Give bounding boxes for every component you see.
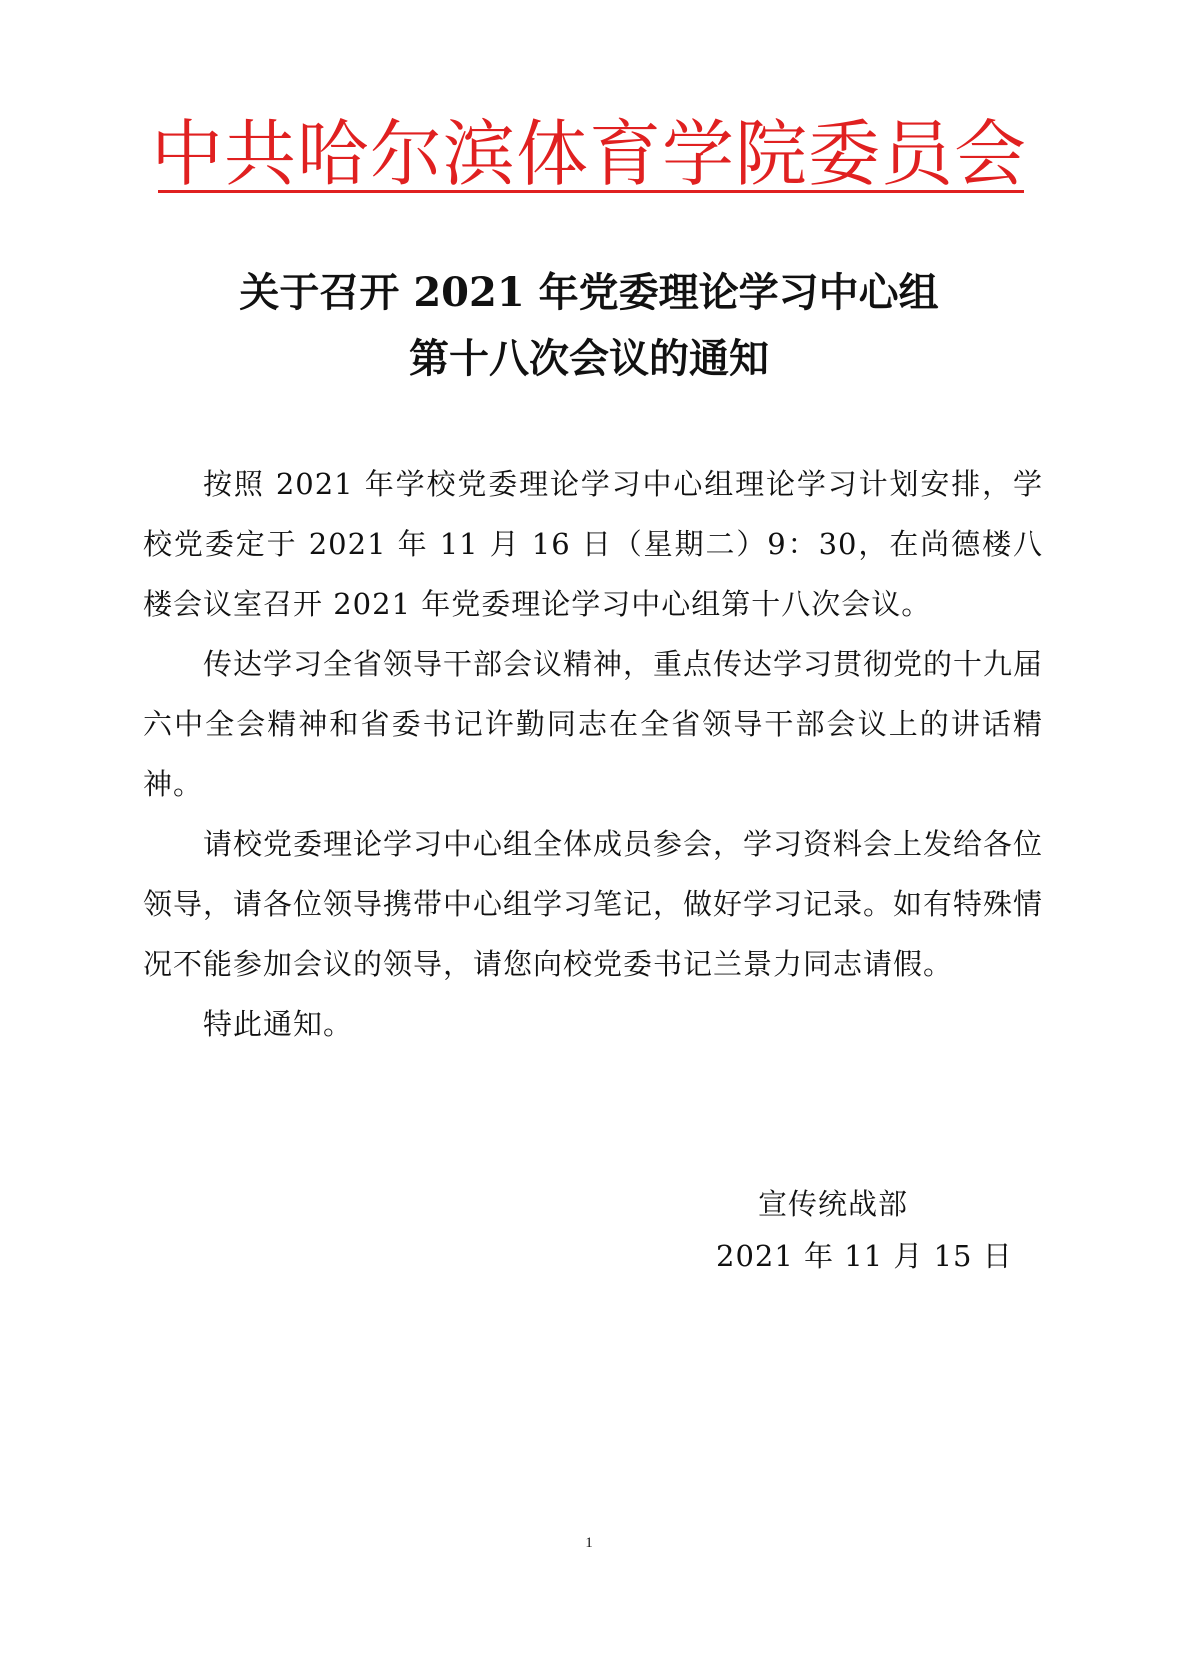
document-title: [0, 260, 1178, 392]
masthead-red-rule: [158, 190, 1024, 193]
document-body: [143, 454, 1043, 1054]
body-paragraph-closing: 特此通知。: [203, 1007, 354, 1041]
document-title-line-2: 第十八次会议的通知: [409, 335, 769, 382]
body-paragraph-attendance-requirements: 请校党委理论学习中心组全体成员参会，学习资料会上发给各位领导，请各位领导携带中心组学习笔记，做好学习记录。如有特殊情况不能参加会议的领导，请您向校党委书记兰景力同志请假。: [143, 827, 1044, 981]
body-paragraph-meeting-arrangement: 按照 2021 年学校党委理论学习中心组理论学习计划安排，学校党委定于 2021 年 11 月 16 日（星期二）9：30，在尚德楼八楼会议室召开 2021 年党委理论学习中心组第十八次会议。: [143, 467, 1043, 621]
document-title-line-1: 关于召开 2021 年党委理论学习中心组: [239, 269, 939, 316]
masthead-title: 中共哈尔滨体育学院委员会: [150, 112, 1027, 196]
signature-department: 宣传统战部: [758, 1187, 909, 1221]
page-number: 1: [585, 1535, 593, 1551]
body-paragraph-meeting-content: 传达学习全省领导干部会议精神，重点传达学习贯彻党的十九届六中全会精神和省委书记许勤同志在全省领导干部会议上的讲话精神。: [143, 647, 1044, 801]
signature-date: 2021 年 11 月 15 日: [716, 1239, 1013, 1273]
